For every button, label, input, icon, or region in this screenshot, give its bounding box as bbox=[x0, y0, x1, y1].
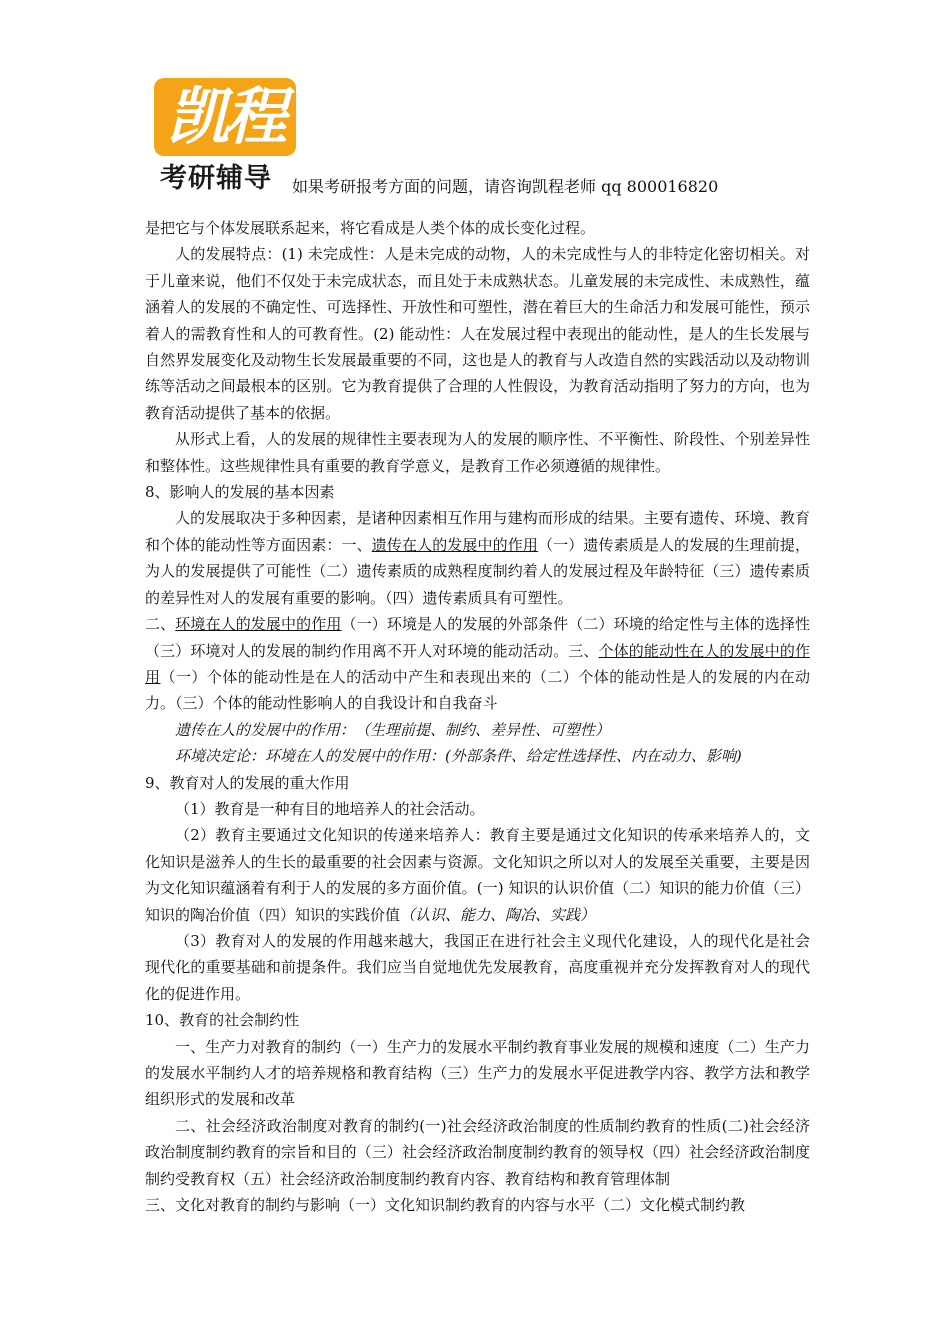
paragraph: 三、文化对教育的制约与影响（一）文化知识制约教育的内容与水平（二）文化模式制约教 bbox=[145, 1196, 746, 1215]
paragraph: （3）教育对人的发展的作用越来越大，我国正在进行社会主义现代化建设，人的现代化是社会现代化的重要基础和前提条件。我们应当自觉地优先发展教育，高度重视并充分发挥教育对人的现代化的促进作用。 bbox=[145, 931, 810, 1003]
logo-subtitle: 考研辅导 bbox=[160, 163, 272, 194]
text-run: （一）个体的能动性是在人的活动中产生和表现出来的（二）个体的能动性是人的发展的内在动力。（三）个体的能动性影响人的自我设计和自我奋斗 bbox=[145, 667, 810, 713]
paragraph: 一、生产力对教育的制约（一）生产力的发展水平制约教育事业发展的规模和速度（二）生产力的发展水平制约人才的培养规格和教育结构（三）生产力的发展水平促进教学内容、教学方法和教学组织形式的发展和改革 bbox=[145, 1037, 810, 1109]
italic-note: （认识、能力、陶冶、实践） bbox=[400, 905, 596, 924]
text-run: （2）教育主要通过文化知识的传递来培养人：教育主要是通过文化知识的传承来培养人的，文化知识是滋养人的生长的最重要的社会因素与资源。文化知识之所以对人的发展至关重要，主要是因为文化知识蕴涵着有利于人的发展的多方面价值。(一) 知识的认识价值（二）知识的能力价值（三）知识的陶冶价值（四）知识的实践价值 bbox=[145, 826, 810, 924]
paragraph bbox=[145, 822, 810, 928]
italic-note: 环境决定论：环境在人的发展中的作用：(外部条件、给定性选择性、内在动力、影响) bbox=[175, 747, 742, 766]
paragraph bbox=[145, 611, 810, 717]
paragraph: 二、社会经济政治制度对教育的制约(一)社会经济政治制度的性质制约教育的性质(二)社会经济政治制度制约教育的宗旨和目的（三）社会经济政治制度制约教育的领导权（四）社会经济政治制度制约受教育权（五）社会经济政治制度制约教育内容、教育结构和教育管理体制 bbox=[145, 1116, 810, 1188]
document-body bbox=[145, 215, 810, 1218]
underlined-term: 个体的能动性在人的发展中的作用 bbox=[145, 641, 810, 686]
text-run: （一）环境是人的发展的外部条件（二）环境的给定性与主体的选择性（三）环境对人的发展的制约作用离不开人对环境的能动活动。三、 bbox=[145, 615, 810, 660]
header-contact-note: 如果考研报考方面的问题，请咨询凯程老师 qq 800016820 bbox=[292, 177, 719, 196]
kaicheng-logo bbox=[150, 78, 300, 200]
section-heading: 10、教育的社会制约性 bbox=[145, 1011, 300, 1030]
text-run: 人的发展取决于多种因素，是诸种因素相互作用与建构而形成的结果。主要有遗传、环境、教育和个体的能动性等方面因素：一、 bbox=[145, 509, 810, 554]
paragraph: 人的发展特点：(1) 未完成性：人是未完成的动物，人的未完成性与人的非特定化密切相关。对于儿童来说，他们不仅处于未完成状态，而且处于未成熟状态。儿童发展的未完成性、未成熟性，蕴涵着人的发展的不确定性、可选择性、开放性和可塑性，潜在着巨大的生命活力和发展可能性，预示着人的需教育性和人的可教育性。(2) 能动性：人在发展过程中表现出的能动性，是人的生长发展与自然界发展变化及动物生长发展最重要的不同，这也是人的教育与人改造自然的实践活动以及动物训练等活动之间最根本的区别。它为教育提供了合理的人性假设，为教育活动指明了努力的方向，也为教育活动提供了基本的依据。 bbox=[145, 245, 810, 422]
section-heading: 9、教育对人的发展的重大作用 bbox=[145, 773, 350, 792]
italic-note: 遗传在人的发展中的作用： （生理前提、制约、差异性、可塑性） bbox=[175, 720, 611, 739]
section-heading: 8、影响人的发展的基本因素 bbox=[145, 483, 335, 502]
paragraph: （1）教育是一种有目的地培养人的社会活动。 bbox=[175, 799, 485, 818]
text-run: （一）遗传素质是人的发展的生理前提，为人的发展提供了可能性（二）遗传素质的成熟程度制约着人的发展过程及年龄特征（三）遗传素质的差异性对人的发展有重要的影响。（四）遗传素质具有可塑性。 bbox=[145, 535, 810, 607]
logo-text: 凯程 bbox=[166, 80, 283, 153]
paragraph: 从形式上看，人的发展的规律性主要表现为人的发展的顺序性、不平衡性、阶段性、个别差异性和整体性。这些规律性具有重要的教育学意义，是教育工作必须遵循的规律性。 bbox=[145, 430, 810, 475]
logo-badge bbox=[154, 78, 296, 156]
underlined-term: 遗传在人的发展中的作用 bbox=[371, 535, 539, 554]
paragraph: 是把它与个体发展联系起来，将它看成是人类个体的成长变化过程。 bbox=[145, 219, 596, 237]
underlined-term: 环境在人的发展中的作用 bbox=[175, 615, 342, 634]
paragraph bbox=[145, 505, 810, 611]
text-run: 二、 bbox=[145, 615, 176, 634]
